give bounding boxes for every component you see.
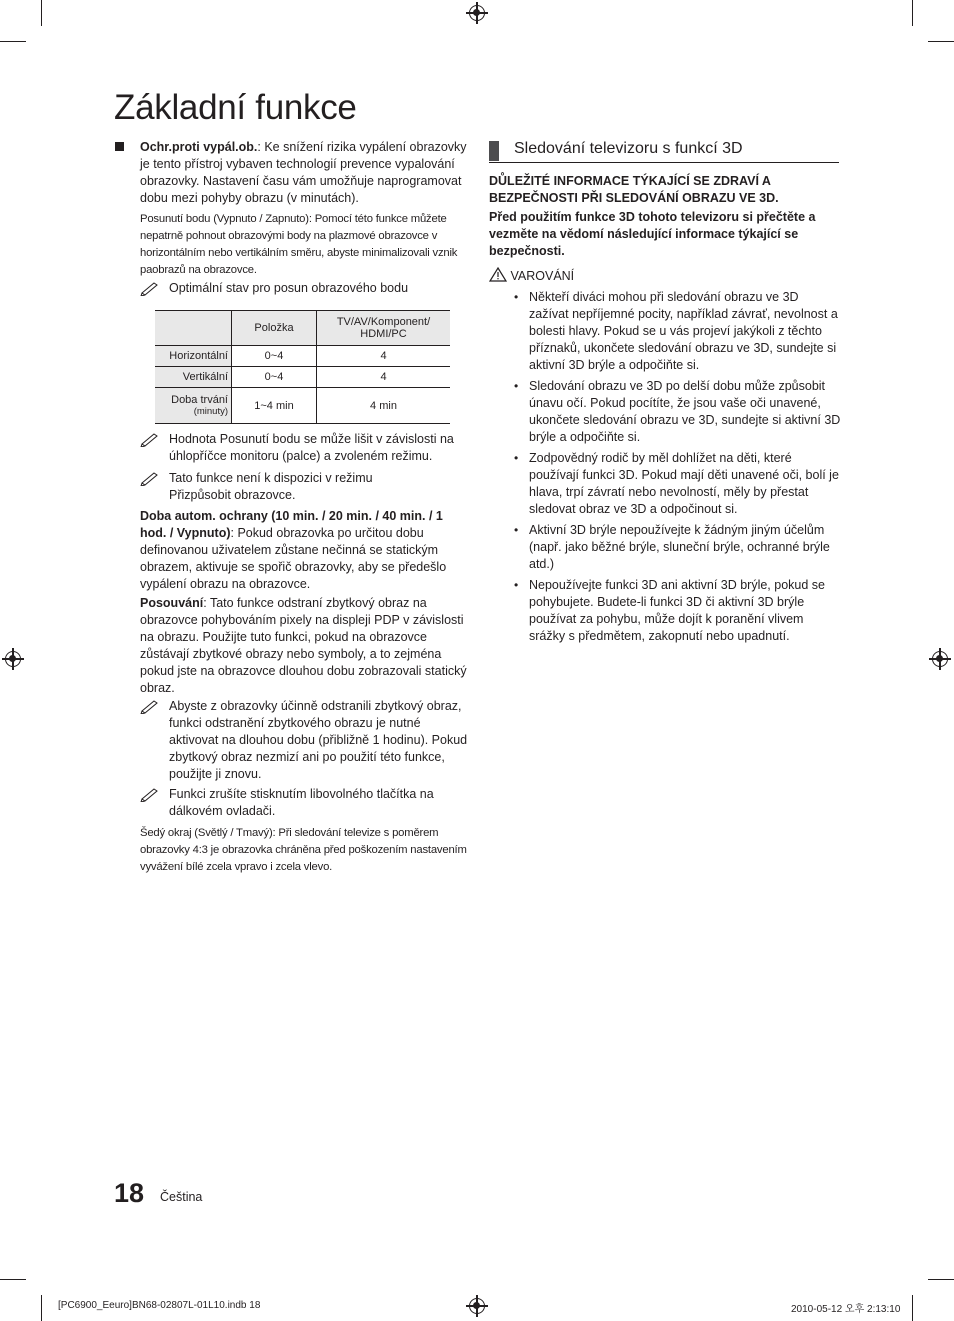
note-optimal (140, 280, 470, 297)
term: Šedý okraj (Světlý / Tmavý) (140, 827, 273, 839)
note-part: se může lišit v závislosti na úhlopříčce monitoru (palce) a zvoleném režimu. (169, 432, 454, 463)
description: : Pomocí této funkce můžete nepatrně pohnout obrazovými body na plazmové obrazovce v horizontálním nebo vertikálním směru, abyste minimalizovali vznik paobrazů na obrazovce. (140, 213, 458, 276)
bullet-icon: • (514, 523, 519, 537)
list-item: Nepoužívejte funkci 3D ani aktivní 3D brýle, pokud se pohybujete. Budete-li funkci 3D či aktivní 3D brýle používat za pohybu, může dojít k poranění vlivem srážky s předmětem, zakopnutí nebo upadnutí. (529, 578, 825, 643)
list-item: Někteří diváci mohou při sledování obrazu ve 3D zažívat nepříjemné pocity, například závrať, nevolnost a bolesti hlavy. Pokud se u vás projeví jakýkoli z těchto příznaků, ukončete sledování obrazu ve 3D, sundejte si aktivní 3D brýle a odpočiňte si. (529, 290, 838, 372)
bullet-icon: • (514, 578, 519, 592)
note-text: Funkci zrušíte stisknutím libovolného tlačítka na dálkovém ovladači. (169, 787, 434, 818)
pencil-note-icon (140, 431, 160, 447)
note-part: . (291, 488, 296, 502)
note-cancel (140, 786, 470, 820)
section-rule (489, 162, 839, 163)
table-row (155, 388, 450, 424)
table-header-cell: TV/AV/Komponent/ HDMI/PC (317, 311, 451, 346)
term: Posouvání (140, 596, 204, 610)
bullet-icon: • (514, 379, 519, 393)
gray-edge-paragraph (140, 825, 470, 876)
table-cell: 0~4 (232, 346, 317, 367)
safety-intro: Před použitím funkce 3D tohoto televizoru si přečtěte a vezměte na vědomí následující informace týkající se bezpečnosti. (489, 210, 816, 258)
language-label: Čeština (160, 1190, 203, 1204)
term: Ochr.proti vypál.ob. (140, 140, 258, 154)
warning-triangle-icon (489, 267, 507, 282)
table-row (155, 367, 450, 388)
table-cell (155, 388, 232, 424)
pencil-note-icon (140, 470, 160, 486)
bullet-icon: • (514, 290, 519, 304)
crop-mark (928, 1279, 954, 1280)
note-part: Tato funkce není k dispozici v režimu (169, 471, 373, 485)
note-text: Abyste z obrazovky účinně odstranili zbytkový obraz, funkci odstranění zbytkového obrazu je nutné aktivovat na dlouhou dobu (přibližně 1 hodinu). Pokud zbytkový obraz nezmizí ani po použití této funkce, použijte ji znovu. (169, 699, 468, 781)
table-header-row (155, 311, 450, 346)
crop-mark (41, 0, 42, 26)
table-row (155, 346, 450, 367)
note-part: Hodnota (169, 432, 220, 446)
note-term: Přizpůsobit obrazovce (169, 488, 292, 502)
crop-mark (912, 1295, 913, 1321)
section-bar (489, 141, 499, 161)
footer-file: [PC6900_Eeuro]BN68-02807L-01L10.indb 18 (58, 1300, 261, 1311)
table-cell: 4 (317, 367, 451, 388)
crop-mark (41, 1295, 42, 1321)
crop-mark (912, 0, 913, 26)
bullet-icon: • (514, 451, 519, 465)
pixel-shift-table (155, 310, 450, 424)
description: : Pokud obrazovka po určitou dobu definovanou uživatelem zůstane nečinná se statickým obrazem, aktivuje se spořič obrazovky, aby se předešlo vypálení obrazu na obrazovce. (140, 526, 447, 591)
table-header-cell (155, 311, 232, 346)
description: : Při sledování televize s poměrem obrazovky 4:3 je obrazovka chráněna před poškozením nastavením vyvážení bílé zcela vpravo i zcela vlevo. (140, 827, 467, 873)
registration-mark-icon (932, 651, 948, 667)
note-remove (140, 698, 470, 783)
crop-mark (0, 1279, 26, 1280)
note-mode (140, 470, 470, 504)
warning-label: VAROVÁNÍ (510, 269, 575, 283)
pencil-note-icon (140, 698, 160, 714)
note-text (169, 431, 470, 465)
term: Doba autom. ochrany (10 min. / 20 min. / 40 min. / 1 hod. / Vypnuto) (140, 509, 443, 540)
footer-date: 2010-05-12 오후 2:13:10 (791, 1304, 901, 1315)
registration-mark-icon (469, 5, 485, 21)
pixel-shift-paragraph (140, 211, 470, 279)
page-title: Základní funkce (114, 88, 357, 127)
scrolling-paragraph (140, 595, 470, 697)
table-cell: Vertikální (155, 367, 232, 388)
note-text (169, 470, 470, 504)
note-value (140, 431, 470, 465)
bullet-square-icon (115, 142, 124, 151)
section-heading: Sledování televizoru s funkcí 3D (514, 140, 743, 157)
note-term: Posunutí bodu (219, 432, 301, 446)
table-cell: 4 (317, 346, 451, 367)
warning-label-row (489, 267, 839, 285)
list-item: Sledování obrazu ve 3D po delší dobu může způsobit únavu očí. Pokud pocítíte, že jsou vaše oči unavené, ukončete sledování obrazu ve 3D, sundejte si aktivní 3D brýle a odpočiňte si. (529, 379, 841, 444)
description: : Ke snížení rizika vypálení obrazovky je tento přístroj vybaven technologií prevence vypalování obrazovky. Nastavení času vám umožňuje naprogramovat dobu mezi pohyby obrazu (v minutách). (140, 140, 467, 205)
registration-mark-icon (469, 1298, 485, 1314)
list-item: Aktivní 3D brýle nepoužívejte k žádným jiným účelům (např. jako běžné brýle, sluneční brýle, ochranné brýle atd.) (529, 523, 830, 571)
table-cell: Horizontální (155, 346, 232, 367)
table-cell: 4 min (317, 388, 451, 424)
pencil-note-icon (140, 786, 160, 802)
note-text: Optimální stav pro posun obrazového bodu (169, 281, 409, 295)
pencil-note-icon (140, 280, 160, 296)
screen-burn-protection-paragraph (140, 139, 470, 207)
table-cell: 0~4 (232, 367, 317, 388)
table-header-cell: Položka (232, 311, 317, 346)
important-notice: DŮLEŽITÉ INFORMACE TÝKAJÍCÍ SE ZDRAVÍ A BEZPEČNOSTI PŘI SLEDOVÁNÍ OBRAZU VE 3D. (489, 174, 779, 205)
auto-protection-time-paragraph (140, 508, 470, 593)
crop-mark (928, 41, 954, 42)
page-number: 18 (114, 1178, 145, 1208)
term: Posunutí bodu (Vypnuto / Zapnuto) (140, 213, 309, 225)
table-cell: 1~4 min (232, 388, 317, 424)
row-sublabel: (minuty) (193, 406, 228, 417)
crop-mark (0, 41, 26, 42)
row-label: Doba trvání (171, 394, 228, 406)
description: : Tato funkce odstraní zbytkový obraz na obrazovce pohybováním pixely na displeji PDP v závislosti na obrazu. Použijte tuto funkci, pokud na obrazovce zůstávají zbytkové obrazy nebo symboly, a to zejména pokud jste na obrazovce dlouhou dobu zobrazovali statický obraz. (140, 596, 467, 695)
list-item: Zodpovědný rodič by měl dohlížet na děti, které používají funkci 3D. Pokud mají děti unavené oči, bolí je hlava, trpí závratí nebo nevolností, měly by přestat sledovat obraz ve 3D a odpočinout si. (529, 451, 839, 516)
registration-mark-icon (5, 651, 21, 667)
